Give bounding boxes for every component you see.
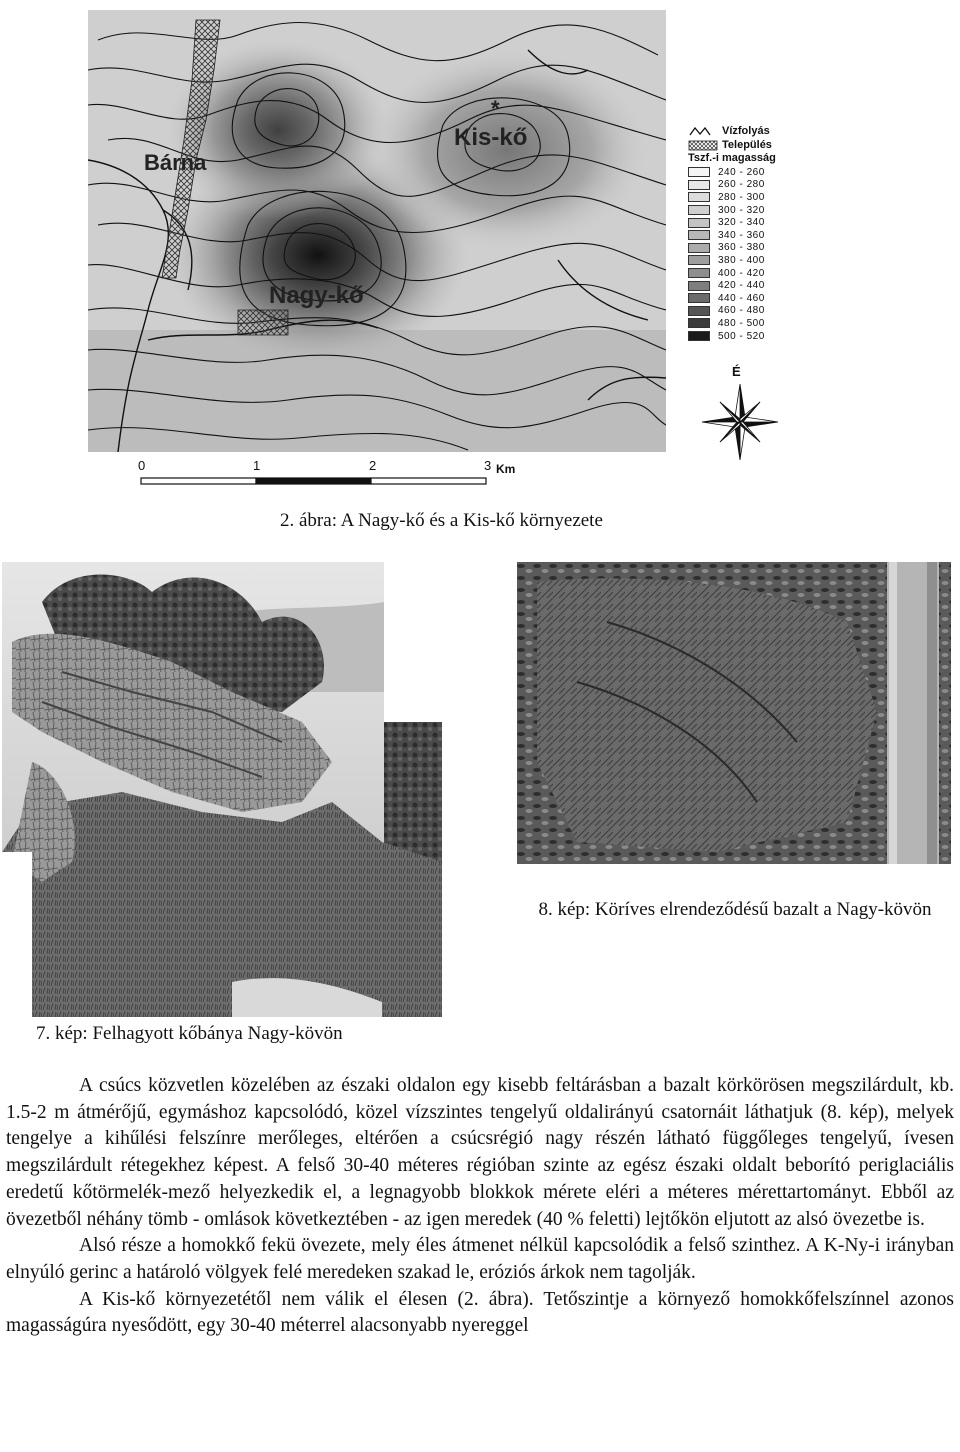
scale-tick-0: 0 (138, 458, 146, 473)
paragraph-1: A csúcs közvetlen közelében az északi oldalon egy kisebb feltárásban a bazalt körkörösen megszilárdult, kb. 1.5-2 m átmérőjű, egymáshoz kapcsolódó, közel vízszintes tengelyű oldalirányú csatornáit láthatjuk (8. kép), melyek tengelye a kihűlési felszínre merőleges, eltérően a csúcsrégió nagy részén látható függőleges tengelyű, ívesen megszilárdult rétegekhez képest. A felső 30-40 méteres régióban szinte az egész északi oldalt beborító periglaciális eredetű kőtörmelék-mező helyezkedik el, a legnagyobb blokkok mérete eléri a méteres mérettartományt. Ebből az övezetből néhány tömb - omlások következtében - az igen meredek (40 % feletti) lejtőkön eljutott az alsó övezetbe is. (6, 1075, 954, 1230)
legend-class-label: 280 - 300 (718, 191, 765, 203)
legend-class-row (688, 216, 808, 229)
legend-swatch (688, 218, 710, 228)
place-label-barna: Bárna (144, 150, 207, 175)
legend-swatch (688, 318, 710, 328)
legend-swatch (688, 243, 710, 253)
legend-class-label: 300 - 320 (718, 204, 765, 216)
legend-class-row (688, 330, 808, 343)
legend-elevation-classes (688, 166, 808, 342)
place-label-nagyko: Nagy-kő (269, 282, 364, 309)
river-symbol-icon (688, 126, 718, 137)
legend-class-label: 440 - 460 (718, 292, 765, 304)
legend-class-row (688, 179, 808, 192)
legend-class-row (688, 166, 808, 179)
legend-river-label: Vízfolyás (722, 125, 770, 137)
legend-swatch (688, 281, 710, 291)
map-caption: 2. ábra: A Nagy-kő és a Kis-kő környezete (280, 510, 603, 531)
legend-class-label: 260 - 280 (718, 179, 765, 191)
legend-class-label: 480 - 500 (718, 317, 765, 329)
scale-tick-3: 3 (484, 458, 492, 473)
quarry-photo-image (2, 562, 442, 1017)
map-legend (688, 124, 808, 342)
legend-swatch (688, 306, 710, 316)
body-text (6, 1073, 954, 1340)
legend-class-row (688, 242, 808, 255)
legend-class-label: 380 - 400 (718, 254, 765, 266)
legend-class-label: 500 - 520 (718, 330, 765, 342)
paragraph-3: A Kis-kő környezetétől nem válik el élesen (2. ábra). Tetőszintje a környező homokkőfelszínnel azonos magasságúra nyesődött, egy 30-40 méterrel alacsonyabb nyereggel (6, 1288, 954, 1337)
legend-class-row (688, 305, 808, 318)
legend-settlement-label: Település (722, 139, 772, 151)
photo-basalt (517, 562, 951, 864)
legend-class-row (688, 279, 808, 292)
legend-class-row (688, 317, 808, 330)
legend-swatch (688, 268, 710, 278)
legend-settlement (688, 138, 808, 152)
north-arrow (698, 364, 782, 464)
legend-swatch (688, 255, 710, 265)
legend-class-row (688, 267, 808, 280)
photo7-caption: 7. kép: Felhagyott kőbánya Nagy-kövön (36, 1023, 343, 1044)
peak-marker: * (491, 96, 500, 121)
legend-class-row (688, 254, 808, 267)
legend-swatch (688, 167, 710, 177)
photo-quarry (2, 562, 442, 1017)
legend-swatch (688, 205, 710, 215)
topographic-map (88, 10, 666, 452)
legend-class-label: 420 - 440 (718, 280, 765, 292)
compass-rose-icon (698, 380, 782, 464)
legend-class-row (688, 191, 808, 204)
legend-swatch (688, 331, 710, 341)
legend-class-row (688, 229, 808, 242)
scale-unit: Km (496, 462, 516, 476)
settlement-hatch-icon (688, 140, 718, 151)
photo8-caption: 8. kép: Köríves elrendeződésű bazalt a Nagy-kövön (538, 899, 932, 920)
paragraph-2: Alsó része a homokkő fekü övezete, mely éles átmenet nélkül kapcsolódik a felső szinthez. A K-Ny-i irányban elnyúló gerinc a határoló völgyek felé meredeken szakad le, eróziós árkok nem tagolják. (6, 1235, 954, 1283)
scale-tick-1: 1 (253, 458, 261, 473)
basalt-photo-image (517, 562, 951, 864)
scale-tick-2: 2 (369, 458, 377, 473)
scale-bar (138, 458, 518, 494)
legend-swatch (688, 230, 710, 240)
legend-class-label: 240 - 260 (718, 166, 765, 178)
legend-swatch (688, 180, 710, 190)
legend-class-row (688, 292, 808, 305)
legend-class-label: 340 - 360 (718, 229, 765, 241)
legend-swatch (688, 192, 710, 202)
legend-class-label: 320 - 340 (718, 217, 765, 229)
legend-class-label: 400 - 420 (718, 267, 765, 279)
legend-class-label: 460 - 480 (718, 305, 765, 317)
legend-class-row (688, 204, 808, 217)
north-label: É (732, 364, 741, 379)
legend-river (688, 124, 808, 138)
place-label-kisko: Kis-kő (454, 124, 528, 151)
scale-bar-graphic (140, 474, 500, 492)
map-contours (88, 10, 666, 452)
legend-class-label: 360 - 380 (718, 242, 765, 254)
legend-elevation-title: Tszf.-i magasság (688, 152, 776, 164)
legend-swatch (688, 293, 710, 303)
